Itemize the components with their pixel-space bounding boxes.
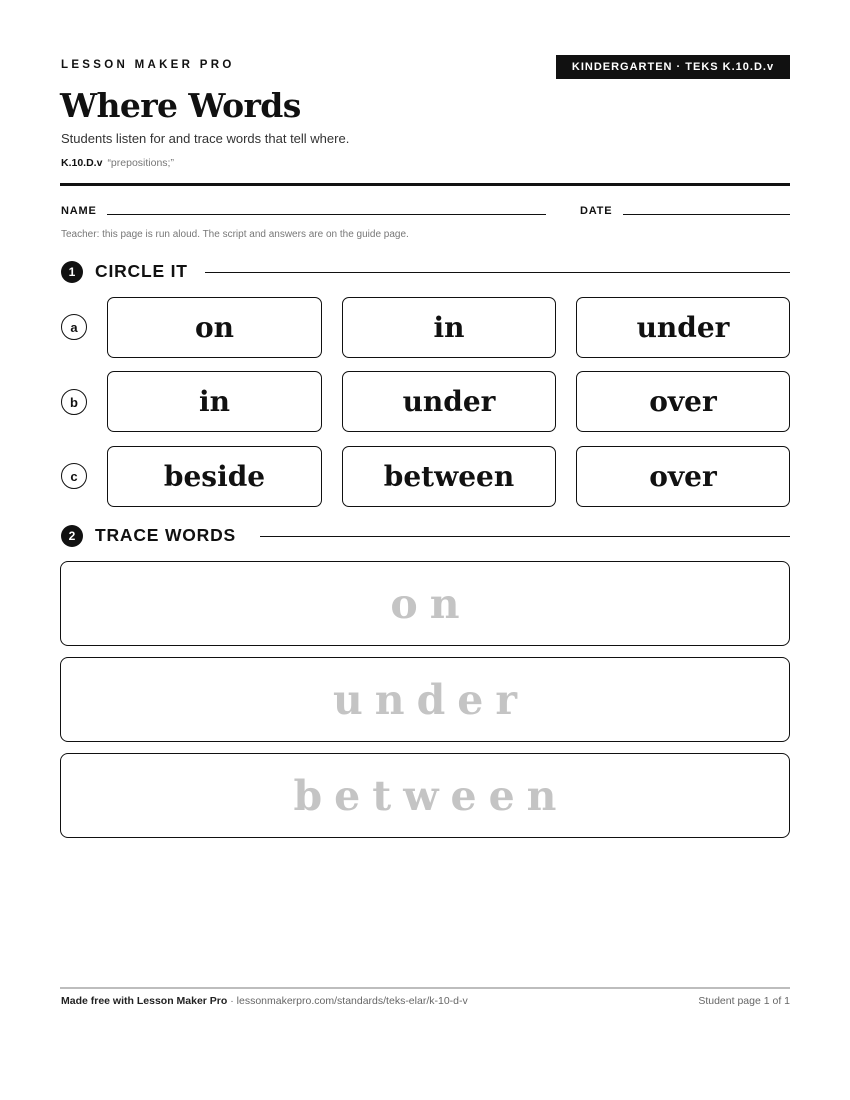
standard-code: K.10.D.v [61, 157, 103, 169]
trace-word-box[interactable]: between [60, 753, 790, 838]
word-choice[interactable]: beside [107, 446, 322, 507]
word-choice[interactable]: under [342, 371, 556, 432]
trace-word-box[interactable]: under [60, 657, 790, 742]
word-choice[interactable]: in [107, 371, 322, 432]
trace-word-box[interactable]: on [60, 561, 790, 646]
word-choice[interactable]: on [107, 297, 322, 358]
word-choice[interactable]: between [342, 446, 556, 507]
date-label: DATE [580, 205, 613, 217]
row-letter-c: c [61, 463, 87, 489]
page-number: Student page 1 of 1 [698, 995, 790, 1007]
section-1-title: CIRCLE IT [95, 261, 188, 281]
word-choice[interactable]: over [576, 446, 790, 507]
word-choice[interactable]: in [342, 297, 556, 358]
date-field-line[interactable] [623, 214, 790, 215]
teacher-note: Teacher: this page is run aloud. The script and answers are on the guide page. [61, 229, 409, 240]
name-label: NAME [61, 205, 97, 217]
footer-url[interactable]: lessonmakerpro.com/standards/teks-elar/k-10-d-v [236, 995, 468, 1007]
section-1-rule [205, 272, 790, 273]
grade-standard-badge: KINDERGARTEN · TEKS K.10.D.v [556, 55, 790, 79]
name-field-line[interactable] [107, 214, 546, 215]
section-1-number: 1 [61, 261, 83, 283]
footer-separator: · [227, 995, 237, 1007]
section-2-rule [260, 536, 790, 537]
row-letter-a: a [61, 314, 87, 340]
standard-quote: “prepositions;” [107, 157, 174, 169]
page-subtitle: Students listen for and trace words that tell where. [61, 131, 350, 146]
footer-made-with: Made free with Lesson Maker Pro [61, 995, 228, 1007]
footer-divider [60, 987, 790, 989]
word-choice[interactable]: over [576, 371, 790, 432]
page-title: Where Words [60, 86, 301, 125]
section-2-number: 2 [61, 525, 83, 547]
header-divider [60, 183, 790, 186]
section-2-title: TRACE WORDS [95, 525, 237, 545]
standard-reference [61, 157, 174, 169]
row-letter-b: b [61, 389, 87, 415]
word-choice[interactable]: under [576, 297, 790, 358]
brand-name: LESSON MAKER PRO [61, 59, 235, 71]
footer-credit [61, 995, 468, 1007]
